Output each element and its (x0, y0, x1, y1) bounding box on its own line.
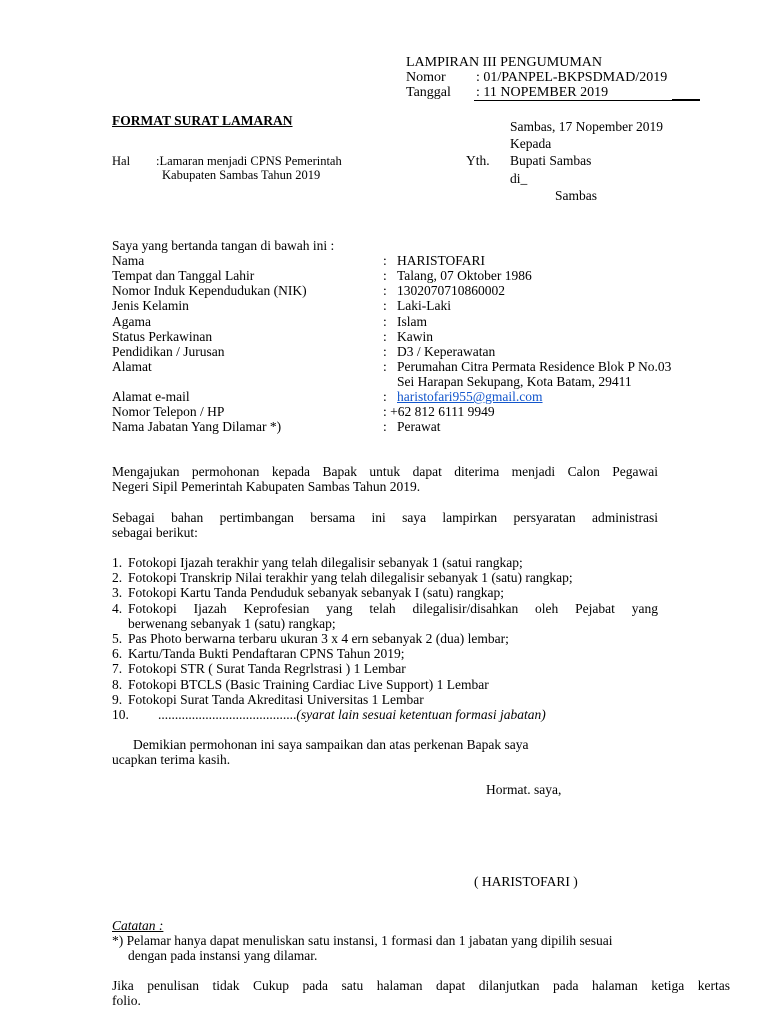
closing-line2: ucapkan terima kasih. (112, 752, 231, 767)
email-label: Alamat e-mail (112, 389, 190, 404)
item10-dots: ......................................... (158, 707, 297, 722)
field-label: Alamat (112, 359, 152, 374)
header-title: LAMPIRAN III PENGUMUMAN (406, 55, 602, 70)
field-colon: : (383, 268, 387, 283)
list-item: 9. Fotokopi Surat Tanda Akreditasi Universitas 1 Lembar (112, 691, 424, 707)
header-tanggal-label: Tanggal (406, 85, 451, 100)
field-value: Kawin (397, 329, 433, 344)
para2-line1: Sebagai bahan pertimbangan bersama ini saya lampirkan persyaratan administrasi (112, 510, 658, 525)
requirements-list (112, 555, 658, 707)
format-title: FORMAT SURAT LAMARAN (112, 113, 293, 128)
field-label: Pendidikan / Jurusan (112, 344, 225, 359)
field-value: D3 / Keperawatan (397, 344, 496, 359)
jabatan-value: Perawat (397, 419, 441, 434)
field-colon: : (383, 389, 387, 404)
place-date: Sambas, 17 Nopember 2019 (510, 119, 663, 134)
header-underline-accent (672, 99, 700, 101)
field-colon: : (383, 298, 387, 313)
field-colon: : (383, 283, 387, 298)
field-value: Islam (397, 314, 427, 329)
header-underline (474, 100, 700, 101)
list-item: 2. Fotokopi Transkrip Nilai terakhir yang telah dilegalisir sebanyak 1 (satu) rangkap; (112, 570, 573, 586)
field-label: Jenis Kelamin (112, 298, 189, 313)
field-label: Nomor Induk Kependudukan (NIK) (112, 283, 307, 298)
field-colon: : (383, 359, 387, 374)
hormat-text: Hormat. saya, (486, 782, 562, 797)
note-line2: dengan pada instansi yang dilamar. (128, 948, 318, 963)
jabatan-label: Nama Jabatan Yang Dilamar *) (112, 419, 282, 434)
header-nomor-label: Nomor (406, 70, 446, 85)
para2-line2: sebagai berikut: (112, 525, 198, 540)
field-colon: : (383, 329, 387, 344)
field-colon: : (383, 419, 387, 434)
phone-label: Nomor Telepon / HP (112, 404, 225, 419)
field-value: 1302070710860002 (397, 283, 505, 298)
kepada: Kepada (510, 136, 552, 151)
list-item: 1. Fotokopi Ijazah terakhir yang telah dilegalisir sebanyak 1 (satui rangkap; (112, 555, 523, 570)
hal-label: Hal (112, 154, 131, 168)
field-colon: : (383, 344, 387, 359)
field-value: Talang, 07 Oktober 1986 (397, 268, 532, 283)
item10-num: 10. (112, 707, 129, 722)
hal-line1: :Lamaran menjadi CPNS Pemerintah (156, 154, 342, 168)
footer-line2: folio. (112, 993, 141, 1008)
hal-line2: Kabupaten Sambas Tahun 2019 (162, 168, 321, 182)
closing-line1: Demikian permohonan ini saya sampaikan dan atas perkenan Bapak saya (133, 737, 529, 752)
recipient: Bupati Sambas (510, 153, 592, 168)
field-label: Nama (112, 253, 145, 268)
item10-content (158, 707, 546, 722)
list-item: 5. Pas Photo berwarna terbaru ukuran 3 x 4 ern sebanyak 2 (dua) lembar; (112, 631, 509, 647)
header-nomor-value: : 01/PANPEL-BKPSDMAD/2019 (476, 70, 668, 85)
yth: Yth. (466, 153, 490, 168)
catatan-label: Catatan : (112, 918, 164, 933)
intro-text: Saya yang bertanda tangan di bawah ini : (112, 238, 335, 253)
recipient-di: di_ (510, 171, 528, 186)
field-value: HARISTOFARI (397, 253, 486, 268)
header-tanggal-value: : 11 NOPEMBER 2019 (476, 85, 609, 100)
field-label: Status Perkawinan (112, 329, 213, 344)
field-value: Laki-Laki (397, 298, 451, 313)
list-item: 8. Fotokopi BTCLS (Basic Training Cardiac Live Support) 1 Lembar (112, 676, 489, 692)
signature-name: ( HARISTOFARI ) (474, 874, 578, 889)
list-item: 4. Fotokopi Ijazah Keprofesian yang telah dilegalisir/disahkan oleh Pejabat yang berwenang sebanyak 1 (satu) rangkap; (112, 600, 658, 631)
address-line2: Sei Harapan Sekupang, Kota Batam, 29411 (397, 374, 632, 389)
email-link[interactable]: haristofari955@gmail.com (397, 389, 543, 404)
field-value: Perumahan Citra Permata Residence Blok P No.03 (397, 359, 672, 374)
item10-text: (syarat lain sesuai ketentuan formasi jabatan) (296, 707, 546, 722)
field-colon: : (383, 314, 387, 329)
field-label: Agama (112, 314, 151, 329)
para1-line2: Negeri Sipil Pemerintah Kabupaten Sambas Tahun 2019. (112, 479, 421, 494)
note-line1: *) Pelamar hanya dapat menuliskan satu instansi, 1 formasi dan 1 jabatan yang dipilih sesuai (112, 933, 613, 948)
field-label: Tempat dan Tanggal Lahir (112, 268, 255, 283)
phone-value: : +62 812 6111 9949 (383, 404, 495, 419)
footer-line1: Jika penulisan tidak Cukup pada satu halaman dapat dilanjutkan pada halaman ketiga kertas (112, 978, 730, 993)
recipient-city: Sambas (555, 188, 597, 203)
field-colon: : (383, 253, 387, 268)
list-item: 3. Fotokopi Kartu Tanda Penduduk sebanyak sebanyak I (satu) rangkap; (112, 585, 504, 601)
para1-line1: Mengajukan permohonan kepada Bapak untuk dapat diterima menjadi Calon Pegawai (112, 464, 658, 479)
list-item: 6. Kartu/Tanda Bukti Pendaftaran CPNS Tahun 2019; (112, 646, 405, 662)
list-item: 7. Fotokopi STR ( Surat Tanda Regrlstrasi ) 1 Lembar (112, 661, 406, 677)
